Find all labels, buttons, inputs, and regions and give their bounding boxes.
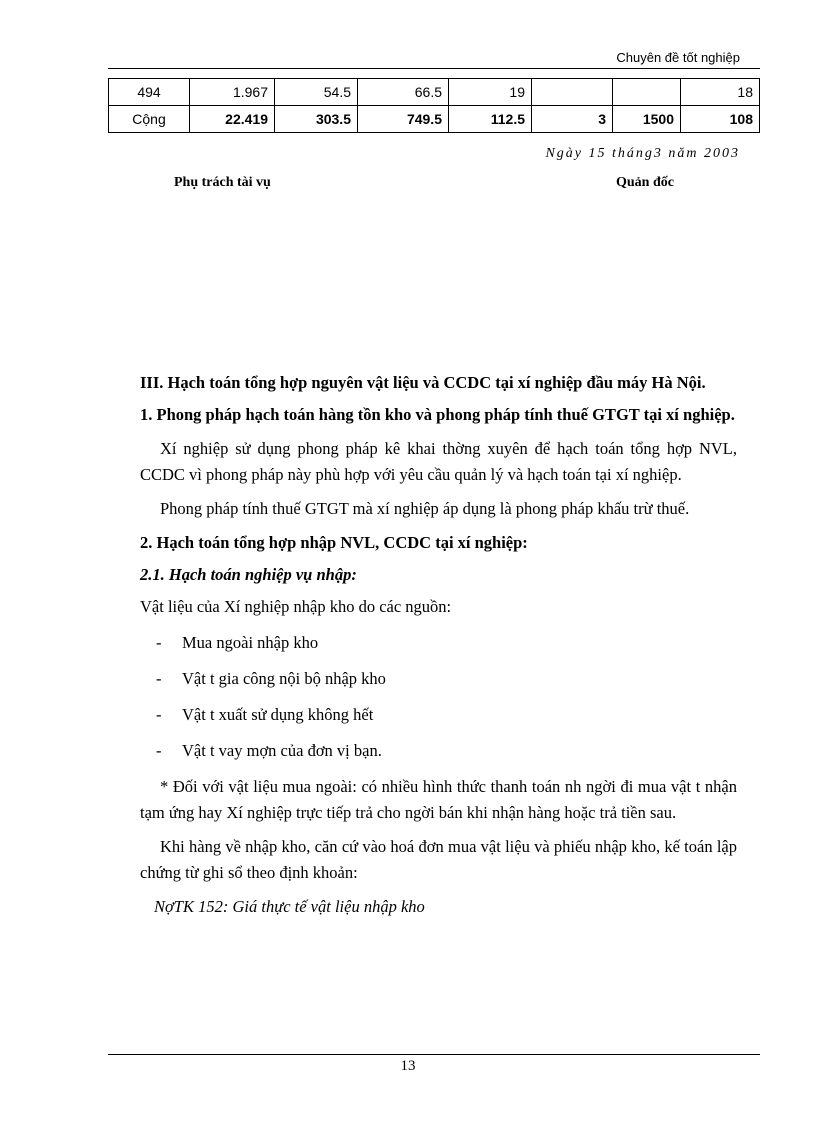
table-cell: 303.5 xyxy=(275,106,358,133)
table-cell: Cộng xyxy=(109,106,190,133)
table-cell xyxy=(532,79,613,106)
page-number: 13 xyxy=(400,1058,416,1074)
list-item-text: Vật t gia công nội bộ nhập kho xyxy=(182,669,386,688)
table-cell: 54.5 xyxy=(275,79,358,106)
table-cell: 22.419 xyxy=(190,106,275,133)
bullet-dash: - xyxy=(156,705,162,724)
table-row-total xyxy=(109,106,760,133)
table-cell xyxy=(613,79,681,106)
list-item xyxy=(140,738,737,764)
accounting-entry: NợTK 152: Giá thực tế vật liệu nhập kho xyxy=(154,897,425,916)
subsection-heading-1: 1. Phong pháp hạch toán hàng tồn kho và phong pháp tính thuế GTGT tại xí nghiệp. xyxy=(140,405,735,424)
table-cell: 112.5 xyxy=(449,106,532,133)
table-cell: 494 xyxy=(109,79,190,106)
list-item-text: Mua ngoài nhập kho xyxy=(182,633,319,652)
signature-date: Ngày 15 tháng3 năm 2003 xyxy=(545,146,740,161)
bullet-dash: - xyxy=(156,669,162,688)
bullet-dash: - xyxy=(156,633,162,652)
signature-right-title: Quản đốc xyxy=(616,175,674,190)
list-item-text: Vật t vay mợn của đơn vị bạn. xyxy=(182,741,382,760)
subsection-heading-2: 2. Hạch toán tổng hợp nhập NVL, CCDC tại xí nghiệp: xyxy=(140,533,528,552)
table-cell: 1.967 xyxy=(190,79,275,106)
bullet-dash: - xyxy=(156,741,162,760)
paragraph: * Đối với vật liệu mua ngoài: có nhiều hình thức thanh toán nh ngời đi mua vật t nhận tạm ứng hay Xí nghiệp trực tiếp trả cho ngời bán khi nhận hàng hoặc trả tiền sau. xyxy=(140,777,737,822)
footer-divider xyxy=(108,1054,760,1055)
list-item xyxy=(140,702,737,728)
table-cell: 3 xyxy=(532,106,613,133)
paragraph: Vật liệu của Xí nghiệp nhập kho do các nguồn: xyxy=(140,597,452,616)
main-content xyxy=(140,370,737,920)
summary-table xyxy=(108,78,760,133)
section-heading: III. Hạch toán tổng hợp nguyên vật liệu và CCDC tại xí nghiệp đầu máy Hà Nội. xyxy=(140,373,706,392)
header-divider xyxy=(108,68,760,69)
paragraph: Phong pháp tính thuế GTGT mà xí nghiệp áp dụng là phong pháp khấu trừ thuế. xyxy=(160,499,690,518)
paragraph: Xí nghiệp sử dụng phong pháp kê khai thờng xuyên để hạch toán tổng hợp NVL, CCDC vì phong pháp này phù hợp với yêu cầu quản lý và hạch toán tại xí nghiệp. xyxy=(140,439,737,484)
list-item-text: Vật t xuất sử dụng không hết xyxy=(182,705,374,724)
table-cell: 108 xyxy=(681,106,760,133)
subsection-heading-2-1: 2.1. Hạch toán nghiệp vụ nhập: xyxy=(140,565,357,584)
paragraph: Khi hàng về nhập kho, căn cứ vào hoá đơn mua vật liệu và phiếu nhập kho, kế toán lập chứng từ ghi sổ theo định khoản: xyxy=(140,837,737,882)
table-cell: 18 xyxy=(681,79,760,106)
table-cell: 66.5 xyxy=(358,79,449,106)
document-header-title: Chuyên đề tốt nghiệp xyxy=(616,50,740,65)
signature-left-title: Phụ trách tài vụ xyxy=(174,175,271,190)
table-cell: 749.5 xyxy=(358,106,449,133)
table-row xyxy=(109,79,760,106)
table-cell: 19 xyxy=(449,79,532,106)
table-cell: 1500 xyxy=(613,106,681,133)
list-item xyxy=(140,630,737,656)
list-item xyxy=(140,666,737,692)
